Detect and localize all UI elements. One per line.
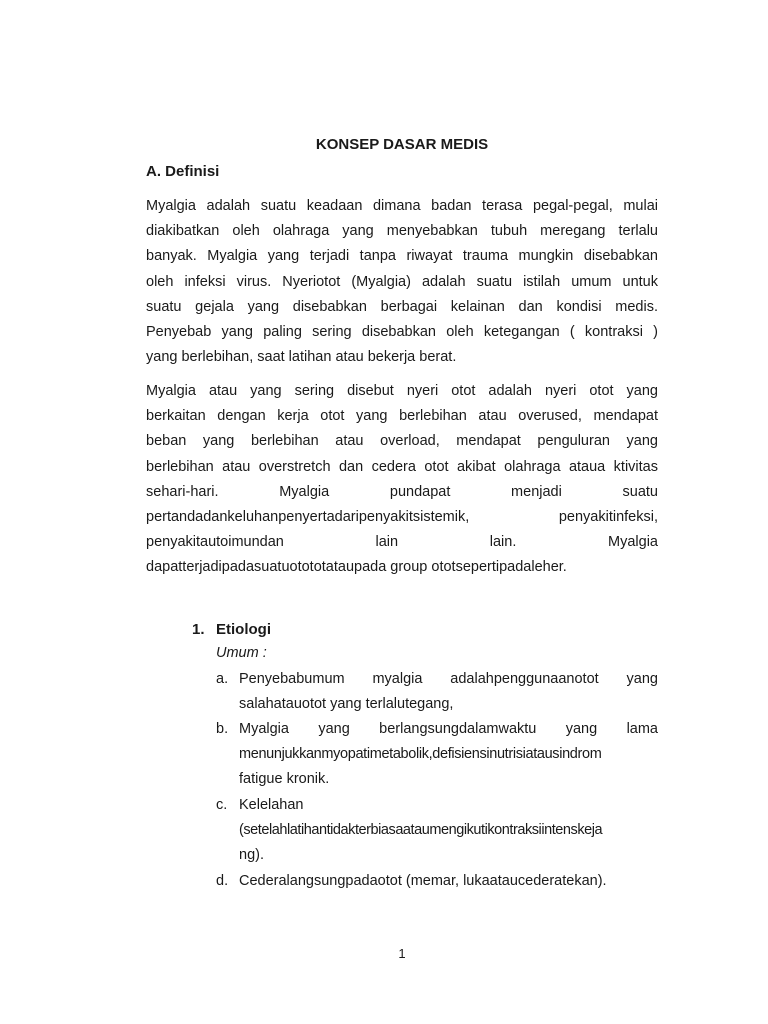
list-marker: b. — [216, 721, 229, 737]
list-item-line: Cederalangsungpadaotot (memar, lukaataucederatekan). — [239, 873, 607, 889]
paragraph-line: penyakitautoimundan lain lain. Myalgia — [146, 534, 658, 551]
paragraph-definisi-1 — [146, 194, 658, 370]
etiologi-heading: Etiologi — [216, 621, 271, 638]
list-item-line: fatigue kronik. — [239, 771, 330, 788]
list-marker: d. — [216, 873, 229, 889]
page-number: 1 — [398, 946, 406, 961]
paragraph-definisi-2 — [146, 379, 658, 581]
paragraph-line: sehari-hari. Myalgia pundapat menjadi suatu — [146, 483, 658, 500]
paragraph-line: berkaitan dengan kerja otot yang berlebihan atau overused, mendapat — [146, 408, 658, 425]
etiologi-subheading: Umum : — [216, 645, 267, 661]
list-marker: a. — [216, 671, 229, 687]
paragraph-line: yang berlebihan, saat latihan atau bekerja berat. — [146, 349, 457, 366]
list-item-line: Penyebabumum myalgia adalahpenggunaanotot yang — [239, 671, 658, 687]
paragraph-line: beban yang berlebihan atau overload, mendapat penguluran yang — [146, 433, 658, 450]
page-title: KONSEP DASAR MEDIS — [315, 136, 489, 153]
paragraph-line: diakibatkan oleh olahraga yang menyebabkan tubuh meregang terlalu — [146, 223, 658, 240]
paragraph-line: banyak. Myalgia yang terjadi tanpa riwayat trauma mungkin disebabkan — [146, 248, 658, 265]
list-item-line: Kelelahan — [239, 797, 304, 813]
paragraph-line: Penyebab yang paling sering disebabkan oleh ketegangan ( kontraksi ) — [146, 323, 658, 340]
list-marker: c. — [216, 797, 228, 813]
etiologi-number: 1. — [192, 621, 205, 638]
list-item-line: (setelahlatihantidakterbiasaataumengikutikontraksiintenskeja — [239, 822, 603, 839]
paragraph-line: Myalgia adalah suatu keadaan dimana badan terasa pegal-pegal, mulai — [146, 198, 658, 214]
paragraph-line: pertandadankeluhanpenyertadaripenyakitsistemik, penyakitinfeksi, — [146, 508, 658, 525]
paragraph-line: oleh infeksi virus. Nyeriotot (Myalgia) adalah suatu istilah umum untuk — [146, 273, 658, 290]
list-item-line: Myalgia yang berlangsungdalamwaktu yang lama — [239, 721, 658, 737]
paragraph-line: suatu gejala yang disebabkan berbagai kelainan dan kondisi medis. — [146, 298, 658, 315]
paragraph-line: dapatterjadipadasuatuotototataupada group ototsepertipadaleher. — [146, 559, 567, 576]
section-heading-definisi: A. Definisi — [146, 163, 220, 180]
paragraph-line: Myalgia atau yang sering disebut nyeri otot adalah nyeri otot yang — [146, 383, 658, 399]
list-item-line: ng). — [239, 847, 264, 864]
paragraph-line: berlebihan atau overstretch dan cedera otot akibat olahraga ataua ktivitas — [146, 458, 658, 475]
list-item-line: menunjukkanmyopatimetabolik,defisiensinutrisiatausindrom — [239, 746, 602, 763]
list-item-line: salahatauotot yang terlalutegang, — [239, 696, 454, 713]
